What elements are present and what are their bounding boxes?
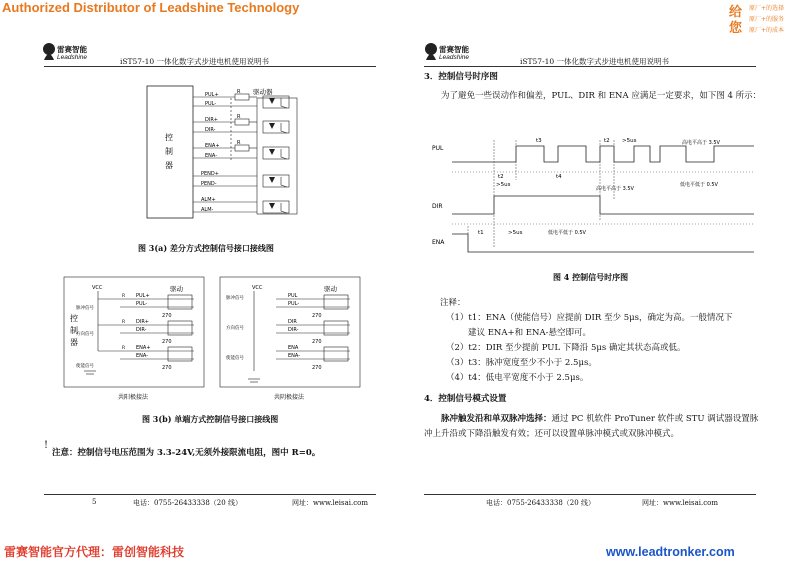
common-cathode-label: 共阴极接法 — [274, 394, 305, 401]
logo-cn: 雷赛智能 — [439, 45, 469, 54]
timing-label-gt5us: >5us — [622, 138, 637, 144]
ena-waveform — [452, 234, 754, 252]
pin-label: ENA- — [288, 353, 301, 359]
pin-label: PEND- — [201, 181, 217, 187]
pin-label: DIR- — [205, 127, 216, 133]
controller-char: 控 — [70, 314, 78, 323]
resistor-value: 270 — [312, 339, 322, 345]
pin-label: PUL+ — [136, 293, 150, 299]
voltage-note: 注意：控制信号电压范围为 3.3-24V,无须外接限流电阻，图中 R=0。 — [52, 448, 321, 458]
footer-rule — [424, 494, 756, 495]
driver-label: 驱动 — [324, 285, 337, 293]
pin-label: ALM- — [201, 207, 214, 213]
timing-label-t2: t2 — [498, 174, 504, 180]
signal-label: 方向信号 — [226, 326, 244, 331]
signal-label: 方向信号 — [76, 332, 94, 337]
optocoupler-icon — [263, 96, 289, 213]
resistor-label: R — [122, 294, 126, 299]
pin-label: PUL+ — [205, 92, 219, 98]
warning-icon: ! — [44, 440, 49, 451]
pin-label: ENA — [288, 345, 299, 351]
resistor-value: 270 — [162, 313, 172, 319]
signal-label: 使能信号 — [226, 356, 244, 361]
header-rule — [44, 66, 376, 67]
doc-title: iST57-10 一体化数字式步进电机使用说明书 — [120, 57, 270, 66]
page-number: 5 — [92, 498, 97, 506]
timing-low-label: 低电平低于 0.5V — [680, 182, 718, 188]
timing-label-t3: t3 — [536, 138, 542, 144]
vcc-label: VCC — [92, 285, 103, 291]
section-4-heading: 4．控制信号模式设置 — [424, 394, 507, 404]
intro-paragraph: 为了避免一些误动作和偏差，PUL、DIR 和 ENA 应满足一定要求，如下图 4 所示： — [441, 91, 762, 101]
logo-mark-icon — [424, 42, 438, 62]
timing-high-label: 高电平高于 3.5V — [596, 186, 634, 192]
badge-tag: 原厂+的服务 — [749, 16, 785, 23]
resistor-value: 270 — [162, 339, 172, 345]
phone-text: 电话：0755-26433338（20 线） — [133, 499, 242, 507]
controller-char: 器 — [70, 338, 78, 347]
badge-tag: 原厂+的选择 — [749, 5, 785, 12]
distributor-footer: 雷赛智能官方代理：雷创智能科技 — [4, 545, 185, 559]
figure-4-caption: 图 4 控制信号时序图 — [553, 272, 629, 282]
note-line: （2）t2：DIR 至少提前 PUL 下降沿 5μs 确定其状态高或低。 — [446, 343, 686, 353]
logo-en: Leadshine — [57, 54, 87, 61]
pin-label: DIR+ — [205, 117, 218, 123]
resistor-label: R — [122, 346, 126, 351]
timing-diagram — [424, 130, 760, 262]
resistor-label: R — [122, 320, 126, 325]
timing-label-gt5us: >5us — [508, 230, 523, 236]
mode-bold: 脉冲触发沿和单双脉冲选择： — [441, 414, 552, 424]
pin-label: ENA+ — [136, 345, 151, 351]
vcc-label: VCC — [252, 285, 263, 291]
dir-waveform — [452, 196, 754, 214]
note-line: （4）t4：低电平宽度不小于 2.5μs。 — [446, 373, 589, 383]
figure-3a-caption: 图 3(a) 差分方式控制信号接口接线图 — [138, 243, 274, 253]
pin-label: ENA- — [136, 353, 149, 359]
pin-label: PUL — [288, 293, 298, 299]
section-3-heading: 3．控制信号时序图 — [424, 72, 498, 82]
mode-text: 通过 PC 机软件 ProTuner 软件或 STU 调试器设置脉冲上升沿或下降沿触发有效；还可以设置单脉冲模式或双脉冲模式。 — [424, 414, 759, 439]
brand-badge — [729, 1, 793, 35]
figure-3a-diagram — [145, 82, 305, 222]
timing-high-label: 高电平高于 3.5V — [682, 140, 720, 146]
resistor-value: 270 — [162, 365, 172, 371]
resistor-value: 270 — [312, 313, 322, 319]
pin-label: PEND+ — [201, 171, 219, 177]
signal-label: PUL — [432, 145, 444, 152]
logo-cn: 雷赛智能 — [57, 45, 87, 54]
pin-label: ALM+ — [201, 197, 216, 203]
note-line: （3）t3：脉冲宽度至少不小于 2.5μs。 — [446, 358, 597, 368]
pin-label: DIR — [288, 319, 297, 325]
note-line: 建议 ENA+和 ENA-悬空即可。 — [468, 328, 591, 338]
pin-label: ENA- — [205, 153, 218, 159]
website-link[interactable]: www.leadtronker.com — [606, 545, 735, 559]
timing-label-t4: t4 — [556, 174, 562, 180]
signal-label: 使能信号 — [76, 364, 94, 369]
pul-waveform — [452, 146, 754, 162]
common-anode-label: 共阳极接法 — [118, 394, 149, 401]
timing-low-label: 低电平低于 0.5V — [548, 230, 586, 236]
pin-label: PUL- — [136, 301, 148, 307]
leadshine-logo — [42, 42, 102, 68]
resistor-label: R — [237, 140, 241, 146]
signal-label: 脉冲信号 — [226, 296, 244, 301]
distributor-banner: Authorized Distributor of Leadshine Technology — [2, 0, 300, 15]
timing-label-gt5us: >5us — [496, 182, 511, 188]
driver-label: 驱动器 — [253, 88, 273, 96]
leadshine-logo — [424, 42, 484, 68]
mode-paragraph — [424, 412, 762, 442]
web-text: 网址：www.leisai.com — [642, 499, 718, 507]
footer-rule — [44, 494, 376, 495]
figure-3b-caption: 图 3(b) 单端方式控制信号接口接线图 — [142, 414, 279, 424]
badge-glyph-1: 给 — [729, 5, 743, 20]
resistor-value: 270 — [312, 365, 322, 371]
notes-title: 注释： — [440, 298, 466, 308]
signal-label: 脉冲信号 — [76, 306, 94, 311]
pin-label: PUL- — [205, 101, 217, 107]
controller-char: 制 — [165, 147, 173, 156]
timing-label-t1: t1 — [478, 230, 484, 236]
note-line: （1）t1：ENA（使能信号）应提前 DIR 至少 5μs，确定为高。一般情况下 — [446, 313, 733, 323]
controller-char: 制 — [70, 326, 78, 335]
pin-label: DIR- — [288, 327, 299, 333]
pin-label: ENA+ — [205, 143, 220, 149]
timing-label-t2: t2 — [604, 138, 610, 144]
logo-mark-icon — [42, 42, 56, 62]
resistor-label: R — [237, 114, 241, 120]
resistor-label: R — [237, 89, 241, 95]
badge-tag: 原厂+的成本 — [749, 27, 785, 34]
phone-text: 电话：0755-26433338（20 线） — [486, 499, 595, 507]
logo-en: Leadshine — [439, 54, 469, 61]
badge-glyph-2: 您 — [729, 21, 743, 36]
figure-3b-diagram — [62, 275, 372, 405]
driver-label: 驱动 — [170, 285, 183, 293]
doc-title: iST57-10 一体化数字式步进电机使用说明书 — [520, 57, 670, 66]
pin-label: DIR- — [136, 327, 147, 333]
controller-char: 器 — [165, 161, 173, 170]
controller-char: 控 — [165, 133, 173, 142]
web-text: 网址：www.leisai.com — [292, 499, 368, 507]
pin-label: DIR+ — [136, 319, 149, 325]
signal-label: ENA — [432, 239, 445, 246]
pin-label: PUL- — [288, 301, 300, 307]
header-rule — [424, 66, 756, 67]
signal-label: DIR — [432, 203, 443, 210]
